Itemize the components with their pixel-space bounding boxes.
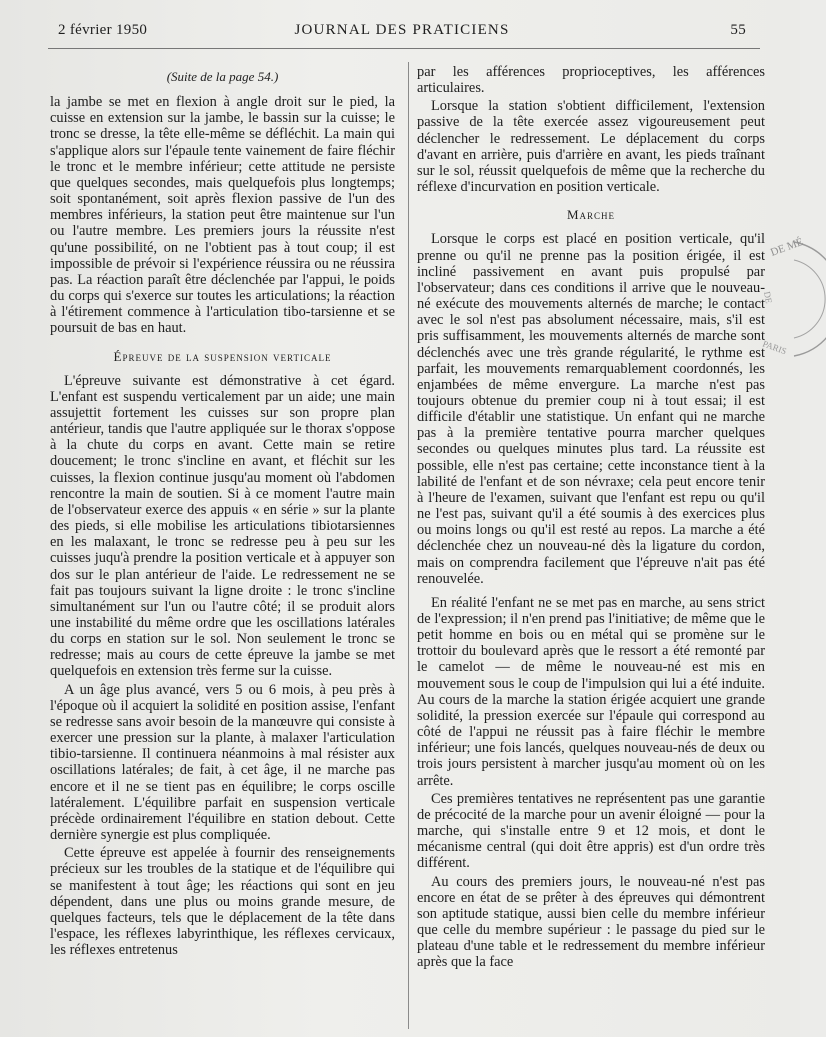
paragraph: Ces premières tentatives ne représentent pas une garantie de précocité de la marche pour un avenir éloigné — pour la marche, qui s'installe entre 9 et 12 mois, et dont le mécanisme central (qui doit être appris) est d'un ordre très différent. [417, 790, 765, 872]
right-column [417, 64, 765, 970]
paragraph: Cette épreuve est appelée à fournir des renseignements précieux sur les troubles de la statique et de l'équilibre qui se manifestent à tout âge; les réactions qui sont en jeu dépendent, dans une plus ou moins grande mesure, de quelques facteurs, tels que le déplacement de la tête dans l'espace, les réflexes labyrinthique, les réflexes cervicaux, les réflexes entretenus [50, 845, 395, 959]
section-heading-suspension: Épreuve de la suspension verticale [113, 348, 332, 364]
paragraph: Au cours des premiers jours, le nouveau-né n'est pas encore en état de se prêter à des épreuves qui démontrent son aptitude statique, aussi bien celle du membre inférieur que celle du membre supérieur : le passage du pied sur le plateau d'une table et le redressement du membre inférieur après que la face [417, 873, 765, 971]
paragraph: la jambe se met en flexion à angle droit sur le pied, la cuisse en extension sur la jambe, le bassin sur la cuisse; le tronc se dresse, la tête elle-même se défléchit. La main qui s'applique alors sur l'épaule tente vainement de faire fléchir le tronc et le membre inférieur; cette attitude ne persiste que quelques secondes, mais quelquefois plus longtemps; soit spontanément, soit après flexion passive de l'un des membres inférieurs, la station peut être maintenue sur l'un ou l'autre membre. Les premiers jours la réussite n'est qu'une possibilité, on ne l'obtient pas à tout coup; il est impossible de prévoir si l'expérience réussira ou ne réussira pas. La réaction paraît être déclenchée par l'appui, le poids du corps qui s'exerce sur toutes les articulations; la réaction à l'étirement commence à l'articulation tibo-tarsienne et se poursuit de bas en haut. [50, 94, 395, 337]
left-column [50, 64, 395, 958]
page-number: 55 [730, 22, 746, 38]
paragraph: Lorsque le corps est placé en position verticale, qu'il prenne ou qu'il ne prenne pas la position érigée, il est incliné passivement en avant puis propulsé par l'observateur; dans ces conditions il arrive que le nouveau-né exécute des mouvements alternés de marche; le contact avec le sol n'est pas absolument nécessaire, mais, s'il est pris suffisamment, les mouvements alternés de marche sont déclenchés avec une très grande régularité, le rythme est parfait, les mouvements remarquablement coordonnés, les enjambées de même envergure. La marche n'est pas toujours obtenue du premier coup ni à tout essai; il est difficile d'établir une statistique. Un enfant qui ne marche pas à la première tentative pourra marcher quelques secondes ou quelques minutes plus tard. La réussite est possible, elle n'est pas certaine; cette inconstance tient à la labilité de l'enfant et de son névraxe; cela peut encore tenir à l'heure de l'examen, suivant que l'enfant est repu ou qu'il ne l'est pas, suivant qu'il a été soumis à des exercices plus ou moins longs ou qu'il est resté au repos. La marche a été déclenchée chez un nouveau-né dès la ligature du cordon, mais on comprendra facilement que l'épreuve n'ait pas été renouvelée. [417, 231, 765, 587]
stamp-text-bottom: PARIS [761, 338, 788, 357]
paragraph: L'épreuve suivante est démonstrative à cet égard. L'enfant est suspendu verticalement par un aide; une main assujettit fortement les cuisses sur son propre plan antérieur, tandis que l'autre appliquée sur le thorax s'oppose à la chute du corps en avant. Cette main se retire doucement; le tronc s'incline en avant, et fléchit sur les cuisses, la flexion continue jusqu'au moment où l'abdomen rencontre la main de soutien. Si à ce moment l'autre main de l'observateur exerce des appuis « en série » sur la plante des pieds, si elle mobilise les articulations tibiotarsiennes en les malaxant, le tronc se redresse peu à peu sur les cuisses juqu'à prendre la position verticale et à appuyer son dos sur le plan antérieur de l'aide. Le redressement ne se fait pas toujours suivant la ligne droite : le tronc s'incline simultanément sur l'un ou l'autre côté; il se produit alors une instabilité du même ordre que les oscillations latérales du corps en station sur le sol. Non seulement le tronc se redresse; mais au cours de cette épreuve la jambe se met quelquefois en extension très ferme sur la cuisse. [50, 372, 395, 680]
continuation-note: (Suite de la page 54.) [166, 69, 279, 84]
stamp-inner-ring [794, 260, 825, 338]
stamp-text-top: DE MÉ [768, 235, 805, 259]
stamp-text-side: DE [762, 290, 774, 305]
section-heading-marche: Marche [566, 207, 616, 223]
page-header [58, 22, 746, 44]
stamp-outer-ring [794, 242, 826, 356]
journal-title: JOURNAL DES PRATICIENS [294, 22, 510, 38]
paragraph: A un âge plus avancé, vers 5 ou 6 mois, à peu près à l'époque où il acquiert la solidité en position assise, l'enfant se redresse sans avoir besoin de la manœuvre qui consiste à exercer une pression sur la plante, à malaxer l'articulation tibio-tarsienne. Il continuera néanmoins à mal résister aux oscillations latérales; de fait, à cet âge, il ne marche pas encore et il ne se tient pas en équilibre; le corps oscille latéralement. L'équilibre parfait en suspension verticale précède ordinairement l'équilibre en station debout. Cette dernière synergie est plus compliquée. [50, 681, 395, 844]
header-rule [48, 48, 760, 49]
issue-date: 2 février 1950 [58, 22, 148, 38]
paragraph: par les afférences proprioceptives, les afférences articulaires. [417, 64, 765, 97]
column-divider [408, 62, 409, 1029]
paragraph: En réalité l'enfant ne se met pas en marche, au sens strict de l'expression; il n'en prend pas l'initiative; de même que le petit homme en bois ou en métal qui se promène sur le trottoir du boulevard après que le ressort a été remonté par le camelot — de même le nouveau-né est mis en mouvement sous le coup de l'impulsion qui lui a été induite. Au cours de la marche la station érigée acquiert une grande solidité, la pression exercée sur l'épaule qui correspond au côté de l'appui ne réussit pas à faire fléchir le membre inférieur; une fois lancés, quelques nouveau-nés de deux ou trois jours persistent à marcher jusqu'au moment où on les arrête. [417, 594, 765, 789]
paragraph: Lorsque la station s'obtient difficilement, l'extension passive de la tête exercée assez vigoureusement peut déclencher le redressement. Le déplacement du corps d'avant en arrière, puis d'arrière en avant, les pieds traînant sur le sol, réussit quelquefois de même que la recherche du réflexe d'incurvation en position verticale. [417, 98, 765, 196]
